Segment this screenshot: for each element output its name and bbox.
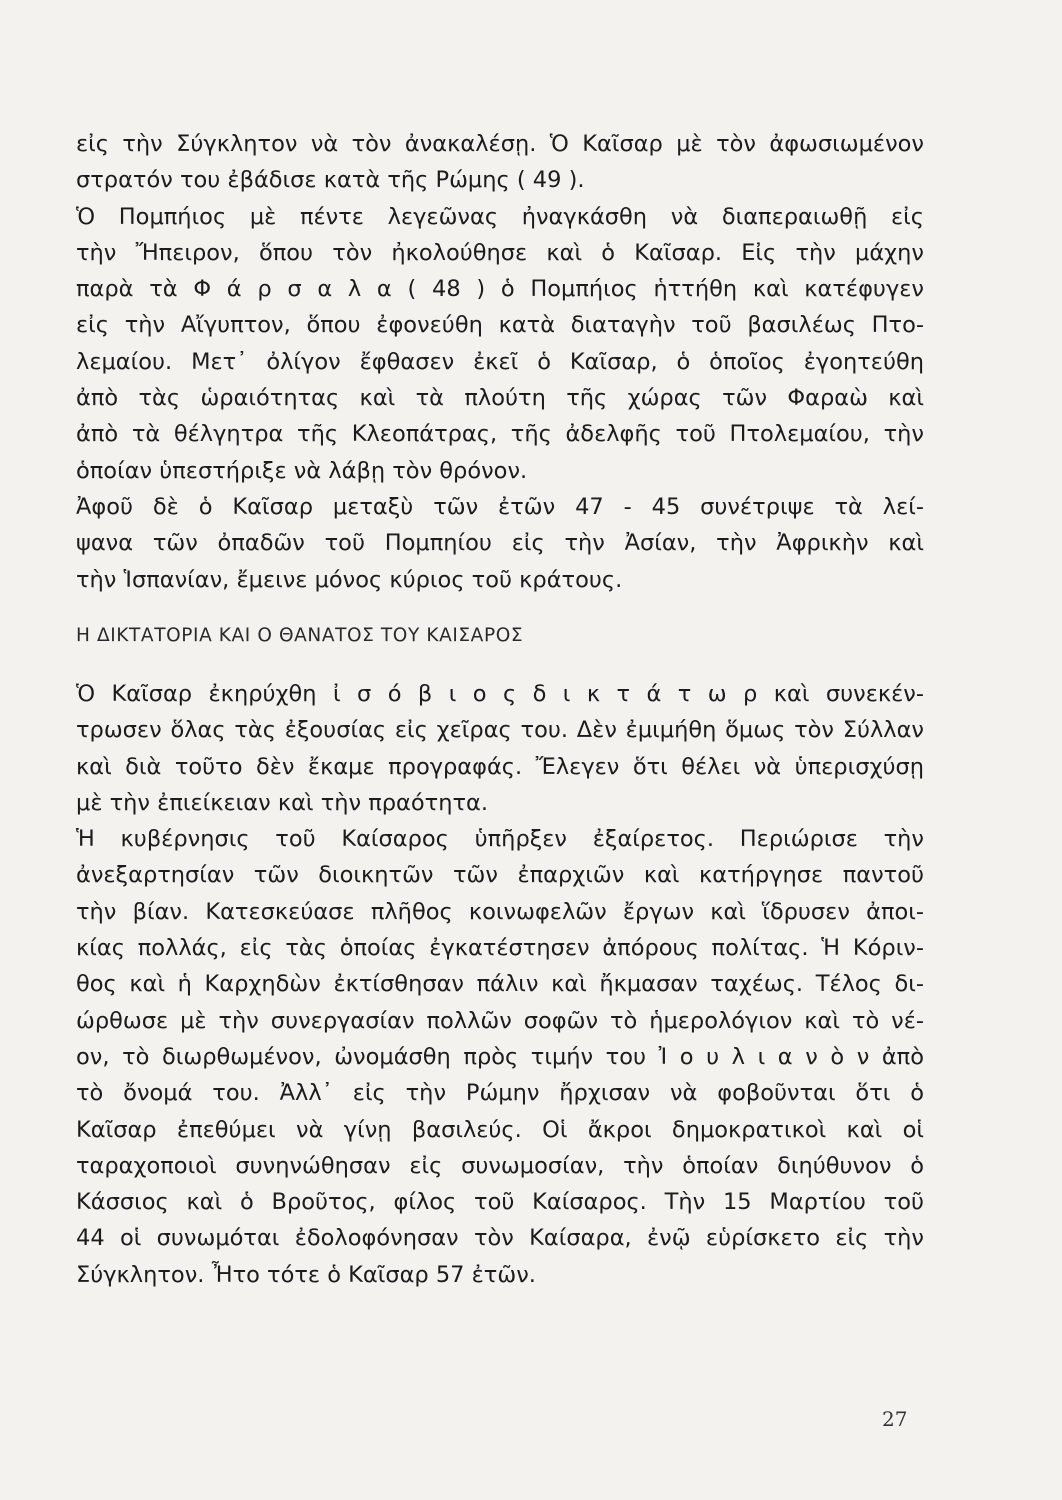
text-line: τρωσεν ὅλας τὰς ἐξουσίας εἰς χεῖρας του. Δὲν ἐμιμήθη ὅμως τὸν Σύλλαν — [76, 717, 924, 744]
text-line: εἰς τὴν Σύγκλητον νὰ τὸν ἀνακαλέσῃ. Ὁ Καῖσαρ μὲ τὸν ἀφωσιωμένον — [76, 131, 924, 157]
text-line: μὲ τὴν ἐπιείκειαν καὶ τὴν πραότητα. — [76, 789, 488, 816]
text-line: ψανα τῶν ὀπαδῶν τοῦ Πομπηίου εἰς τὴν Ἀσίαν, τὴν Ἀφρικὴν καὶ — [76, 530, 924, 557]
text-line: ώρθωσε μὲ τὴν συνεργασίαν πολλῶν σοφῶν τὸ ἡμερολόγιον καὶ τὸ νέ- — [76, 1007, 924, 1034]
text-block-bottom — [76, 676, 924, 1293]
text-line: θος καὶ ἡ Καρχηδὼν ἐκτίσθησαν πάλιν καὶ ἤκμασαν ταχέως. Τέλος δι- — [76, 971, 924, 998]
text-line: ον, τὸ διωρθωμένον, ὠνομάσθη πρὸς τιμήν του Ἰ ο υ λ ι α ν ὸ ν ἀπὸ — [76, 1043, 924, 1070]
text-line: τὴν βίαν. Κατεσκεύασε πλῆθος κοινωφελῶν ἔργων καὶ ἵδρυσεν ἀποι- — [76, 898, 924, 925]
text-line: εἰς τὴν Αἴγυπτον, ὅπου ἐφονεύθη κατὰ διαταγὴν τοῦ βασιλέως Πτο- — [76, 312, 924, 339]
text-line: κίας πολλάς, εἰς τὰς ὁποίας ἐγκατέστησεν ἀπόρους πολίτας. Ἡ Κόριν- — [76, 935, 924, 962]
section-heading: Η ΔΙΚΤΑΤΟΡΙΑ ΚΑΙ Ο ΘΑΝΑΤΟΣ ΤΟΥ ΚΑΙΣΑΡΟΣ — [76, 625, 524, 646]
text-line: ταραχοποιοὶ συνηνώθησαν εἰς συνωμοσίαν, τὴν ὁποίαν διηύθυνον ὁ — [76, 1152, 924, 1179]
text-line: Κάσσιος καὶ ὁ Βροῦτος, φίλος τοῦ Καίσαρος. Τὴν 15 Μαρτίου τοῦ — [76, 1189, 924, 1216]
text-line: ἀπὸ τὰς ὡραιότητας καὶ τὰ πλούτη τῆς χώρας τῶν Φαραὼ καὶ — [76, 385, 924, 412]
text-line: τὴν Ἤπειρον, ὅπου τὸν ἠκολούθησε καὶ ὁ Καῖσαρ. Εἰς τὴν μάχην — [76, 239, 924, 266]
text-line: Ὁ Πομπήιος μὲ πέντε λεγεῶνας ἠναγκάσθη νὰ διαπεραιωθῇ εἰς — [76, 203, 924, 230]
text-line: Σύγκλητον. Ἦτο τότε ὁ Καῖσαρ 57 ἐτῶν. — [76, 1261, 536, 1288]
text-line: 44 οἱ συνωμόται ἐδολοφόνησαν τὸν Καίσαρα, ἐνῷ εὑρίσκετο εἰς τὴν — [76, 1225, 924, 1252]
text-line: τὴν Ἱσπανίαν, ἔμεινε μόνος κύριος τοῦ κράτους. — [76, 566, 623, 593]
text-line: Ὁ Καῖσαρ ἐκηρύχθη ἰ σ ό β ι ο ς δ ι κ τ ά τ ω ρ καὶ συνεκέν- — [76, 681, 924, 707]
text-line: ὁποίαν ὑπεστήριξε νὰ λάβῃ τὸν θρόνον. — [76, 457, 528, 484]
text-line: λεμαίου. Μετ᾽ ὀλίγον ἔφθασεν ἐκεῖ ὁ Καῖσαρ, ὁ ὁποῖος ἐγοητεύθη — [76, 348, 924, 375]
text-line: Ἀφοῦ δὲ ὁ Καῖσαρ μεταξὺ τῶν ἐτῶν 47 - 45 συνέτριψε τὰ λεί- — [76, 493, 924, 520]
text-line: καὶ διὰ τοῦτο δὲν ἔκαμε προγραφάς. Ἔλεγεν ὅτι θέλει νὰ ὑπερισχύσῃ — [76, 753, 924, 780]
text-line: ἀπὸ τὰ θέλγητρα τῆς Κλεοπάτρας, τῆς ἀδελφῆς τοῦ Πτολεμαίου, τὴν — [76, 421, 924, 448]
text-line: Ἡ κυβέρνησις τοῦ Καίσαρος ὑπῆρξεν ἐξαίρετος. Περιώρισε τὴν — [76, 826, 924, 853]
text-line: Καῖσαρ ἐπεθύμει νὰ γίνῃ βασιλεύς. Οἱ ἄκροι δημοκρατικοὶ καὶ οἱ — [76, 1116, 924, 1143]
text-line: στρατόν του ἐβάδισε κατὰ τῆς Ρώμης ( 49 ). — [76, 167, 585, 194]
text-line: παρὰ τὰ Φ ά ρ σ α λ α ( 48 ) ὁ Πομπήιος ἡττήθη καὶ κατέφυγεν — [76, 276, 924, 303]
text-line: τὸ ὄνομά του. Ἀλλ᾽ εἰς τὴν Ρώμην ἤρχισαν νὰ φοβοῦνται ὅτι ὁ — [76, 1080, 924, 1107]
page-number: 27 — [882, 1407, 908, 1431]
text-line: ἀνεξαρτησίαν τῶν διοικητῶν τῶν ἐπαρχιῶν καὶ κατήργησε παντοῦ — [76, 862, 924, 889]
text-block-top — [76, 126, 924, 598]
